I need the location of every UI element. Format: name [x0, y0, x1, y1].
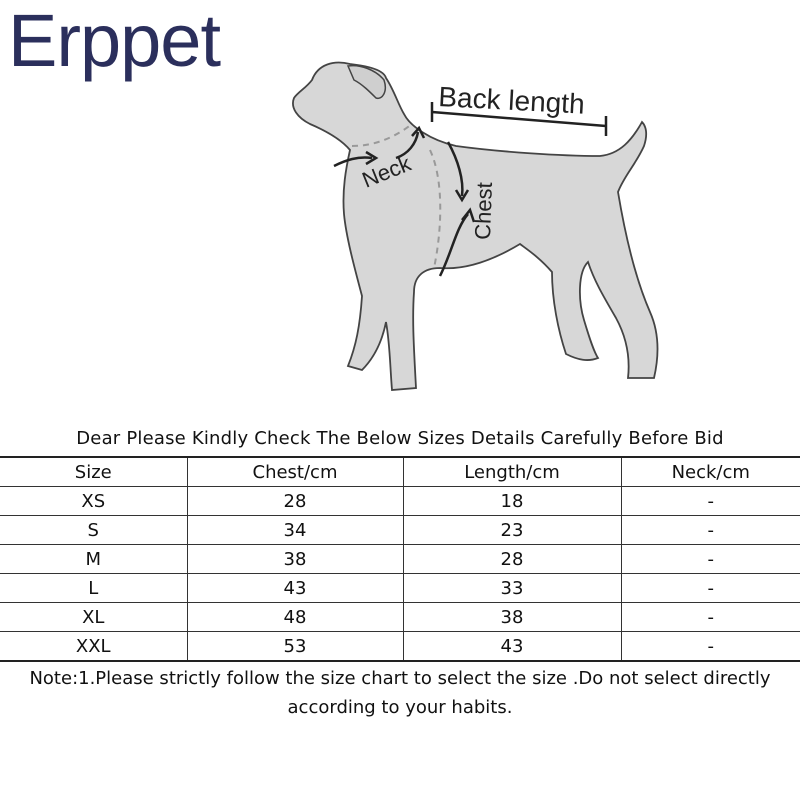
chest-label: Chest — [470, 181, 498, 241]
header-length: Length/cm — [403, 457, 621, 487]
cell-chest: 48 — [187, 603, 403, 632]
cell-length: 43 — [403, 632, 621, 662]
table-row — [0, 487, 800, 516]
note-text — [0, 664, 800, 722]
cell-size: S — [0, 516, 187, 545]
cell-neck: - — [621, 574, 800, 603]
header-neck: Neck/cm — [621, 457, 800, 487]
brand-logo: Erppet — [8, 0, 221, 82]
cell-length: 23 — [403, 516, 621, 545]
cell-size: M — [0, 545, 187, 574]
cell-chest: 28 — [187, 487, 403, 516]
cell-length: 28 — [403, 545, 621, 574]
neck-label: Neck — [358, 150, 415, 193]
table-row — [0, 603, 800, 632]
note-line-1: Note:1.Please strictly follow the size chart to select the size .Do not select directly — [29, 668, 771, 689]
cell-length: 18 — [403, 487, 621, 516]
cell-size: XXL — [0, 632, 187, 662]
cell-neck: - — [621, 632, 800, 662]
table-row — [0, 516, 800, 545]
header-size: Size — [0, 457, 187, 487]
cell-length: 33 — [403, 574, 621, 603]
cell-chest: 38 — [187, 545, 403, 574]
table-header-row — [0, 457, 800, 487]
header-chest: Chest/cm — [187, 457, 403, 487]
cell-chest: 34 — [187, 516, 403, 545]
table-row — [0, 632, 800, 662]
size-table — [0, 456, 800, 662]
cell-neck: - — [621, 545, 800, 574]
cell-neck: - — [621, 603, 800, 632]
cell-chest: 53 — [187, 632, 403, 662]
back-length-label: Back length — [437, 81, 586, 120]
cell-size: XS — [0, 487, 187, 516]
note-line-2: according to your habits. — [287, 697, 513, 718]
cell-chest: 43 — [187, 574, 403, 603]
intro-text: Dear Please Kindly Check The Below Sizes Details Carefully Before Bid — [76, 428, 724, 449]
cell-size: XL — [0, 603, 187, 632]
table-row — [0, 574, 800, 603]
cell-neck: - — [621, 487, 800, 516]
cell-neck: - — [621, 516, 800, 545]
cell-length: 38 — [403, 603, 621, 632]
cell-size: L — [0, 574, 187, 603]
table-row — [0, 545, 800, 574]
